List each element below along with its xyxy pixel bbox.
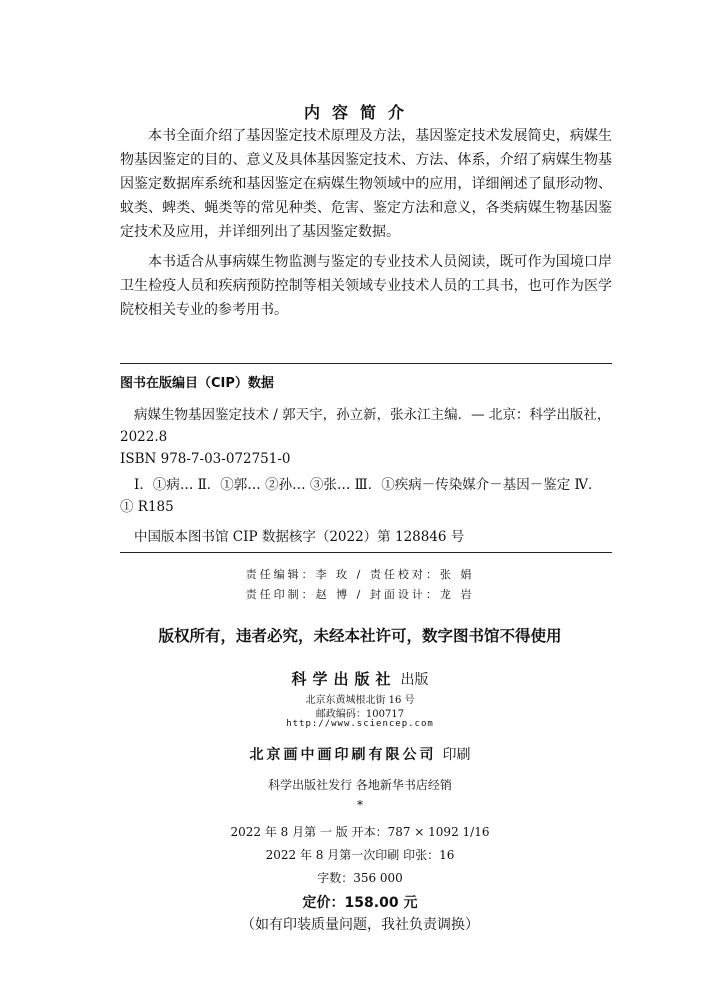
word-count: 字数：356 000 — [317, 871, 403, 885]
staff-line-1: 责任编辑：李 玫 / 责任校对：张 娟 — [245, 568, 475, 581]
separator-asterisk: * — [357, 798, 363, 812]
cip-isbn: ISBN 978-7-03-072751-0 — [120, 451, 291, 467]
cip-record: 中国版本图书馆 CIP 数据核字（2022）第 128846 号 — [134, 529, 465, 545]
staff-line-2: 责任印制：赵 博 / 封面设计：龙 岩 — [245, 588, 475, 601]
distribution-line: 科学出版社发行 各地新华书店经销 — [268, 778, 452, 792]
publisher-website: http://www.sciencep.com — [286, 719, 434, 729]
printer-name: 北京画中画印刷有限公司 — [249, 747, 437, 763]
edition-line-2: 2022 年 8 月第一次印刷 印张：16 — [265, 848, 455, 862]
summary-paragraph-1: 本书全面介绍了基因鉴定技术原理及方法，基因鉴定技术发展简史，病媒生物基因鉴定的目的、意义及具体基因鉴定技术、方法、体系，介绍了病媒生物基因鉴定数据库系统和基因鉴定在病媒生物领域中的应用，详细阐述了鼠形动物、蚊类、蜱类、蝇类等的常见种类、危害、鉴定方法和意义，各类病媒生物基因鉴定技术及应用，并详细列出了基因鉴定数据。 — [120, 128, 612, 240]
publisher-suffix: 出版 — [400, 672, 429, 688]
cip-top-rule — [120, 363, 612, 364]
publisher-line — [0, 668, 720, 689]
cip-entry: 病媒生物基因鉴定技术 / 郭天宇，孙立新，张永江主编．— 北京：科学出版社，2022.8 — [120, 407, 611, 445]
publisher-name: 科学出版社 — [291, 670, 397, 688]
summary-paragraph-2: 本书适合从事病媒生物监测与鉴定的专业技术人员阅读，既可作为国境口岸卫生检疫人员和疾病预防控制等相关领域专业技术人员的工具书，也可作为医学院校相关专业的参考用书。 — [120, 254, 612, 318]
printer-line — [0, 744, 720, 764]
cip-heading: 图书在版编目（CIP）数据 — [120, 376, 274, 391]
publisher-postcode: 邮政编码：100717 — [315, 709, 405, 720]
price: 定价：158.00 元 — [302, 895, 418, 911]
summary-title: 内容简介 — [303, 103, 416, 122]
edition-line-1: 2022 年 8 月第 一 版 开本：787 × 1092 1/16 — [230, 825, 490, 839]
publisher-address: 北京东黄城根北街 16 号 — [305, 695, 415, 706]
quality-note: （如有印装质量问题，我社负责调换） — [241, 917, 479, 933]
cip-bottom-rule — [120, 552, 612, 553]
printer-suffix: 印刷 — [442, 747, 471, 763]
copyright-notice: 版权所有，违者必究，未经本社许可，数字图书馆不得使用 — [158, 627, 562, 645]
cip-classification: Ⅰ．①病… Ⅱ．①郭… ②孙… ③张… Ⅲ．①疾病－传染媒介－基因－鉴定 Ⅳ．① R185 — [120, 477, 602, 515]
